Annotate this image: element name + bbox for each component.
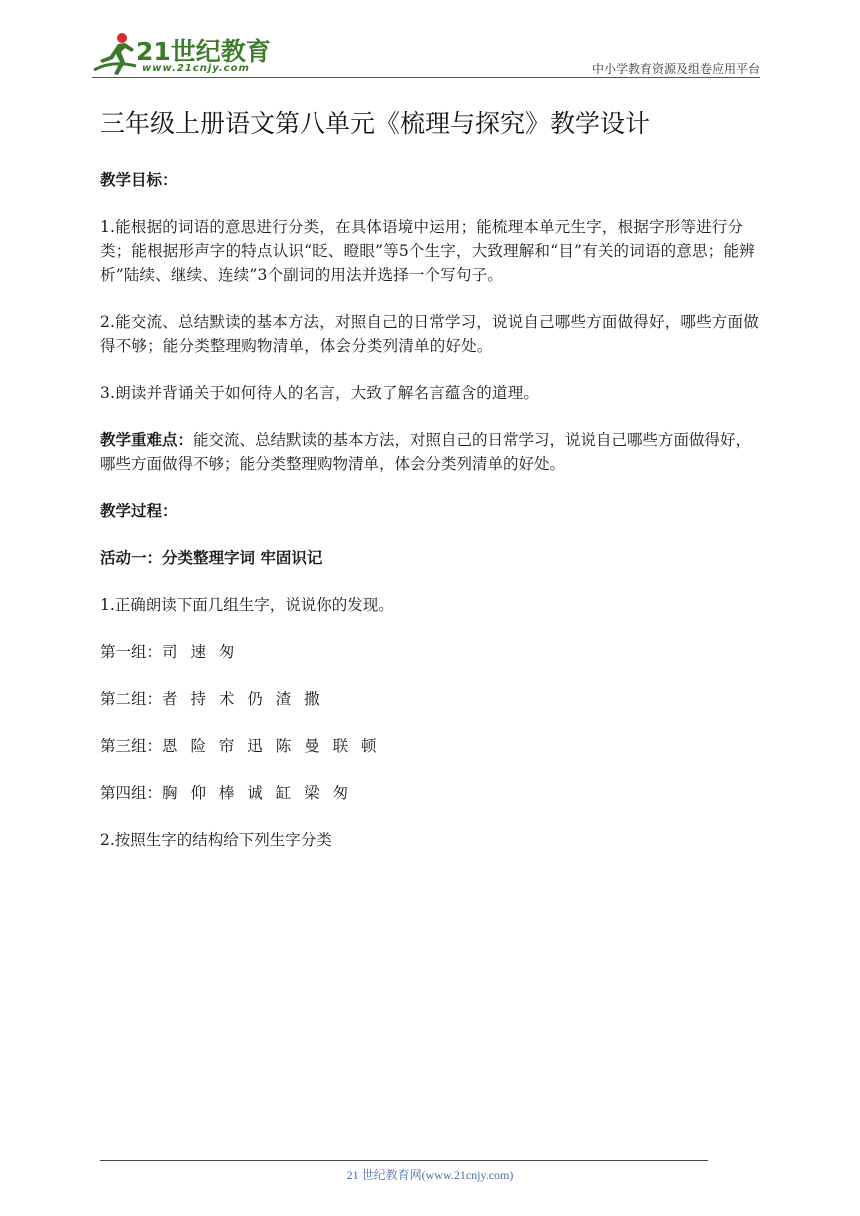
group-chars: 司 速 匆	[162, 643, 235, 661]
step-text: 1.正确朗读下面几组生字，说说你的发现。	[100, 596, 394, 614]
group-chars: 胸 仰 棒 诚 缸 梁 匆	[162, 784, 349, 802]
page-title: 三年级上册语文第八单元《梳理与探究》教学设计	[100, 109, 651, 138]
logo-url: www.21cnjy.com	[142, 63, 250, 74]
step-text: 2.按照生字的结构给下列生字分类	[100, 831, 332, 849]
footer-divider	[100, 1160, 708, 1161]
group-chars: 者 持 术 仍 渣 撒	[162, 690, 320, 708]
header-divider	[92, 77, 760, 78]
key-points-paragraph	[100, 428, 764, 476]
objectives-heading: 教学目标：	[100, 170, 178, 189]
logo	[92, 26, 292, 78]
platform-name: 中小学教育资源及组卷应用平台	[591, 62, 760, 76]
process-heading: 教学过程：	[100, 501, 178, 520]
group-chars: 恩 险 帘 迅 陈 曼 联 顿	[162, 737, 377, 755]
key-points-text: 能交流、总结默读的基本方法，对照自己的日常学习，说说自己哪些方面做得好，哪些方面做得不够；能分类整理购物清单，体会分类列清单的好处。	[100, 431, 752, 473]
char-group	[100, 687, 764, 711]
document-body	[100, 168, 764, 875]
group-label: 第二组：	[100, 690, 163, 708]
char-group	[100, 734, 764, 758]
logo-text: 21世纪教育	[136, 37, 271, 66]
group-label: 第三组：	[100, 737, 163, 755]
key-points-heading: 教学重难点：	[100, 430, 194, 449]
footer-text: 21 世纪教育网(www.21cnjy.com)	[346, 1168, 514, 1182]
char-group	[100, 640, 764, 664]
char-group	[100, 781, 764, 805]
runner-logo-icon	[92, 30, 138, 76]
objective-item: 3.朗读并背诵关于如何待人的名言，大致了解名言蕴含的道理。	[100, 384, 540, 402]
objective-item: 1.能根据的词语的意思进行分类，在具体语境中运用；能梳理本单元生字，根据字形等进行分类；能根据形声字的特点认识“眨、瞪眼”等5个生字，大致理解和“目”有关的词语的意思；能辨析”陆续、继续、连续”3个副词的用法并选择一个写句子。	[100, 218, 755, 284]
objective-item: 2.能交流、总结默读的基本方法，对照自己的日常学习，说说自己哪些方面做得好，哪些方面做得不够；能分类整理购物清单，体会分类列清单的好处。	[100, 313, 759, 355]
group-label: 第一组：	[100, 643, 163, 661]
group-label: 第四组：	[100, 784, 163, 802]
activity-heading: 活动一：分类整理字词 牢固识记	[100, 548, 323, 567]
page-header	[92, 26, 760, 78]
